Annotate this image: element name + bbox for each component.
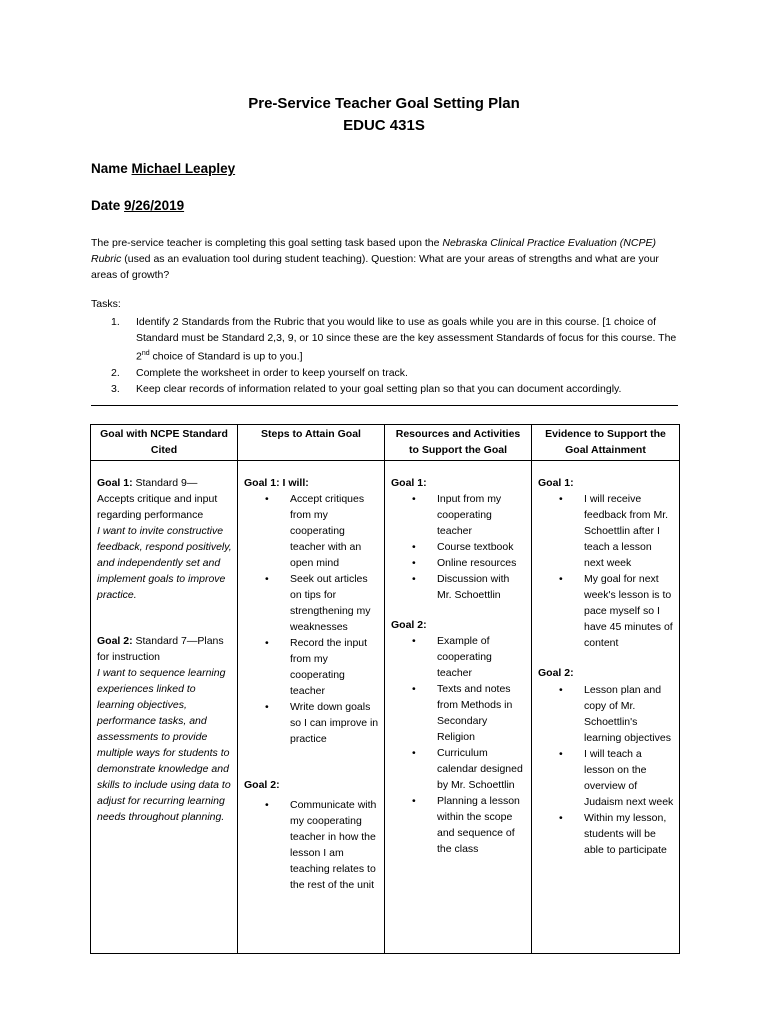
task-text bbox=[136, 314, 681, 365]
evidence-goal-1-label: Goal 1: bbox=[538, 477, 574, 489]
list-item: • Write down goals so I can improve in practice bbox=[244, 699, 379, 747]
task-text: Keep clear records of information related to your goal setting plan so that you can document accordingly. bbox=[136, 382, 622, 395]
resources-goal-2-label: Goal 2: bbox=[391, 619, 427, 631]
header-goal-standard: Goal with NCPE Standard Cited bbox=[91, 425, 238, 461]
list-item: • Discussion with Mr. Schoettlin bbox=[391, 571, 526, 603]
list-item: • Curriculum calendar designed by Mr. Schoettlin bbox=[391, 745, 526, 793]
steps-goal-1-label: Goal 1: I will: bbox=[244, 477, 309, 489]
header-resources: Resources and Activities to Support the Goal bbox=[385, 425, 532, 461]
task-number: 3. bbox=[111, 382, 120, 395]
goal-2-label: Goal 2: bbox=[97, 635, 133, 647]
task-text-part-a: Identify 2 Standards from the Rubric that you would like to use as goals while you are in this course. [1 choice of Standard must be Standard 2,3, 9, or 10 since these are the key assessment Standards of focus for this course. The 2 bbox=[136, 316, 677, 363]
evidence-cell bbox=[532, 461, 680, 954]
rubric-name: Nebraska Clinical Practice Evaluation (NCPE) Rubric bbox=[91, 237, 656, 265]
list-item: • Communicate with my cooperating teacher in how the lesson I am teaching relates to the rest of the unit bbox=[244, 797, 379, 893]
intro-paragraph bbox=[91, 235, 681, 283]
steps-goal-2-list bbox=[244, 797, 379, 893]
goal-1-label: Goal 1: bbox=[97, 477, 133, 489]
list-item: • Example of cooperating teacher bbox=[391, 633, 526, 681]
list-item: • Online resources bbox=[391, 555, 526, 571]
task-item bbox=[111, 314, 681, 365]
task-item bbox=[111, 381, 681, 397]
resources-goal-2-list bbox=[391, 633, 526, 857]
name-label: Name bbox=[91, 161, 128, 176]
document-title: Pre-Service Teacher Goal Setting Plan bbox=[248, 95, 520, 112]
steps-goal-1-list bbox=[244, 491, 379, 747]
list-item: • Accept critiques from my cooperating teacher with an open mind bbox=[244, 491, 379, 571]
resources-cell bbox=[385, 461, 532, 954]
intro-text-1: The pre-service teacher is completing this goal setting task based upon the bbox=[91, 237, 443, 249]
list-item: • My goal for next week's lesson is to pace myself so I have 45 minutes of content bbox=[538, 571, 674, 651]
goal-standard-cell bbox=[91, 461, 238, 954]
section-divider bbox=[91, 405, 678, 406]
name-field bbox=[91, 161, 235, 176]
list-item: • Seek out articles on tips for strengthening my weaknesses bbox=[244, 571, 379, 635]
goal-plan-table bbox=[90, 424, 680, 954]
list-item: • Course textbook bbox=[391, 539, 526, 555]
name-value: Michael Leapley bbox=[131, 161, 236, 176]
goal-2-standard bbox=[97, 633, 232, 665]
ordinal-suffix: nd bbox=[141, 350, 150, 357]
list-item: • Record the input from my cooperating teacher bbox=[244, 635, 379, 699]
resources-goal-1-label: Goal 1: bbox=[391, 477, 427, 489]
list-item: • I will teach a lesson on the overview of Judaism next week bbox=[538, 746, 674, 810]
intro-text-2: (used as an evaluation tool during student teaching). Question: What are your areas of strengths and what are your areas of growth? bbox=[91, 253, 659, 281]
task-list bbox=[111, 314, 681, 397]
header-steps: Steps to Attain Goal bbox=[238, 425, 385, 461]
list-item: • Input from my cooperating teacher bbox=[391, 491, 526, 539]
header-evidence: Evidence to Support the Goal Attainment bbox=[532, 425, 680, 461]
table-row bbox=[91, 461, 680, 954]
task-text: Complete the worksheet in order to keep yourself on track. bbox=[136, 366, 408, 379]
goal-2-standard-text: Standard 7—Plans for instruction bbox=[97, 635, 224, 663]
date-field bbox=[91, 198, 184, 213]
course-code: EDUC 431S bbox=[343, 117, 425, 134]
steps-cell bbox=[238, 461, 385, 954]
list-item: • Within my lesson, students will be able to participate bbox=[538, 810, 674, 858]
goal-1-standard bbox=[97, 475, 232, 523]
task-number: 1. bbox=[111, 316, 120, 328]
list-item: • Lesson plan and copy of Mr. Schoettlin's learning objectives bbox=[538, 682, 674, 746]
goal-2-description: I want to sequence learning experiences linked to learning objectives, performance tasks, and assessments to provide multiple ways for students to demonstrate knowledge and skills to include using data to adjust for recurring learning needs throughout planning. bbox=[97, 667, 231, 823]
tasks-label: Tasks: bbox=[91, 298, 121, 310]
list-item: • Planning a lesson within the scope and sequence of the class bbox=[391, 793, 526, 857]
goal-1-standard-text: Standard 9—Accepts critique and input regarding performance bbox=[97, 477, 218, 521]
resources-goal-1-list bbox=[391, 491, 526, 603]
steps-goal-2-label: Goal 2: bbox=[244, 779, 280, 791]
evidence-goal-2-label: Goal 2: bbox=[538, 667, 574, 679]
task-number: 2. bbox=[111, 366, 120, 379]
task-item bbox=[111, 365, 681, 381]
evidence-goal-1-list bbox=[538, 491, 674, 651]
goal-1-description: I want to invite constructive feedback, respond positively, and independently set and implement goals to improve practice. bbox=[97, 525, 232, 601]
evidence-goal-2-list bbox=[538, 682, 674, 858]
task-text-part-b: choice of Standard is up to you.] bbox=[149, 350, 303, 363]
list-item: • I will receive feedback from Mr. Schoettlin after I teach a lesson next week bbox=[538, 491, 674, 571]
table-header-row bbox=[91, 425, 680, 461]
list-item: • Texts and notes from Methods in Secondary Religion bbox=[391, 681, 526, 745]
date-label: Date bbox=[91, 198, 121, 213]
date-value: 9/26/2019 bbox=[124, 198, 185, 213]
